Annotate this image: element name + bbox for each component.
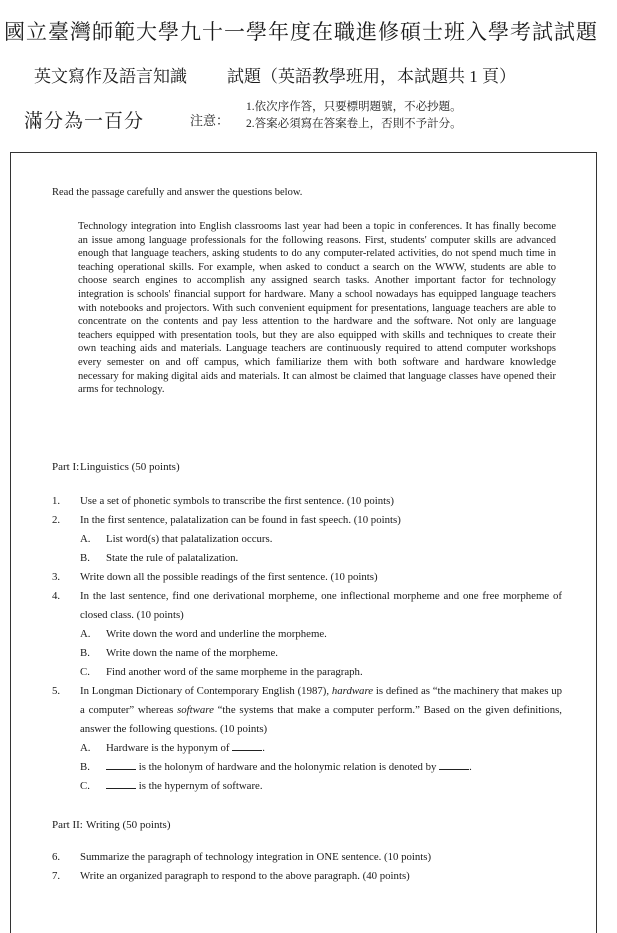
question-5b: B. is the holonym of hardware and the holonymic relation is denoted by . — [80, 761, 472, 773]
question-4-number: 4. — [52, 590, 61, 602]
answer-blank — [232, 740, 262, 751]
question-2-number: 2. — [52, 514, 61, 526]
question-7-text: Write an organized paragraph to respond to the above paragraph. (40 points) — [80, 870, 410, 882]
question-5-number: 5. — [52, 685, 61, 697]
question-5a: A. Hardware is the hyponym of . — [80, 742, 265, 754]
question-6-text: Summarize the paragraph of technology integration in ONE sentence. (10 points) — [80, 851, 432, 863]
answer-blank — [439, 759, 469, 770]
question-6-number: 6. — [52, 851, 61, 863]
question-1-text: Use a set of phonetic symbols to transcribe the first sentence. (10 points) — [80, 495, 394, 507]
question-5 — [52, 682, 562, 739]
notes — [246, 99, 462, 133]
reading-passage: Technology integration into English classrooms last year had been a topic in conferences. It has finally become an issue among language professionals for the following reasons. First, students' computer skills are advanced enough that language teachers, asking students to do any computer-related activities, do not spend much time in teaching operational skills. For example, when asked to conduct a search on the WWW, students are able to choose search engines to accomplish any assigned search tasks. Another important factor for technology integration is schools' financial support for hardware. Many a school nowadays has equipped language teachers with notebooks and projectors. With such convenient equipment for presentations, language teachers are able to concentrate on the contents and pay less attention to the hardware and the software. Not only are language teachers equipped with presentation tools, but they are also equipped with skills and techniques to create their own teaching aids and materials. Language teachers are continuously required to attend computer workshops every semester on and off campus, which familiarize them with both software and hardware knowledge necessary for making digital aids and materials. It can almost be claimed that language classes have opened their arms for technology. — [78, 221, 556, 396]
question-1-number: 1. — [52, 495, 61, 507]
question-4a: A. Write down the word and underline the morpheme. — [80, 628, 327, 640]
term-software: software — [177, 704, 214, 716]
full-score: 滿分為一百分 — [24, 111, 145, 132]
question-3-number: 3. — [52, 571, 61, 583]
subject-row — [34, 62, 516, 87]
question-1 — [52, 492, 562, 511]
question-5c: C. is the hypernym of software. — [80, 780, 263, 792]
question-7 — [52, 867, 562, 886]
part-1-label: Part I: — [52, 461, 80, 473]
exam-header — [0, 0, 617, 150]
term-hardware: hardware — [331, 685, 374, 697]
part-2-title: Writing (50 points) — [86, 819, 171, 831]
question-7-number: 7. — [52, 870, 61, 882]
question-4c: C. Find another word of the same morpheme in the paragraph. — [80, 666, 363, 678]
part-1-heading — [52, 461, 180, 473]
question-4b: B. Write down the name of the morpheme. — [80, 647, 278, 659]
part-2-heading — [52, 819, 171, 831]
question-4-text: In the last sentence, find one derivational morpheme, one inflectional morpheme and one free morpheme of closed class. (10 points) — [80, 590, 562, 621]
question-2-text: In the first sentence, palatalization can be found in fast speech. (10 points) — [80, 514, 401, 526]
part-1-title: Linguistics (50 points) — [80, 461, 180, 473]
part-2-label: Part II: — [52, 819, 83, 831]
question-4 — [52, 587, 562, 625]
note-label: 注意： — [190, 113, 230, 128]
question-3 — [52, 568, 562, 587]
note-2: 2.答案必須寫在答案卷上，否則不予計分。 — [246, 118, 462, 130]
question-2a: A. List word(s) that palatalization occurs. — [80, 533, 273, 545]
question-5-text: In Longman Dictionary of Contemporary English (1987), hardware is defined as “the machinery that makes up a computer” whereas software “the systems that make a computer perform.” Based on the given definitions, answer the following questions. (10 points) — [80, 685, 563, 735]
exam-title: 國立臺灣師範大學九十一學年度在職進修碩士班入學考試試題 — [4, 20, 598, 44]
question-6 — [52, 848, 562, 867]
note-1: 1.依次序作答，只要標明題號，不必抄題。 — [246, 101, 462, 113]
exam-subject: 英文寫作及語言知識 — [34, 67, 187, 86]
paper-info: 試題（英語教學班用，本試題共 1 頁） — [227, 67, 516, 86]
answer-blank — [106, 778, 136, 789]
instruction: Read the passage carefully and answer the questions below. — [52, 187, 303, 198]
question-2b: B. State the rule of palatalization. — [80, 552, 239, 564]
answer-blank — [106, 759, 136, 770]
question-2 — [52, 511, 562, 530]
question-3-text: Write down all the possible readings of the first sentence. (10 points) — [80, 571, 378, 583]
